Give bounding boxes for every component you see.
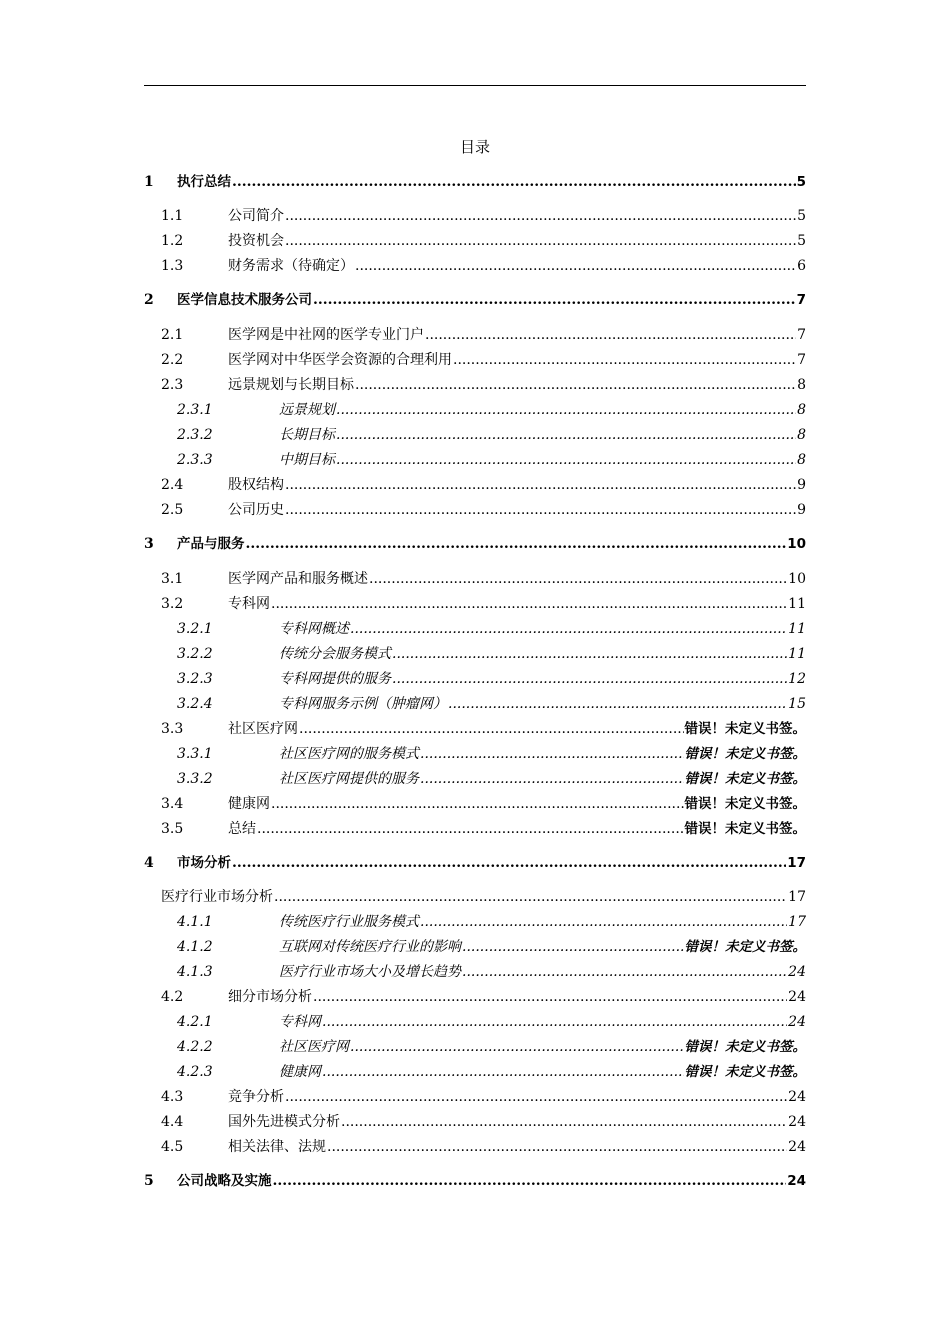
toc-leader-dots [420, 912, 787, 932]
toc-entry[interactable] [144, 1112, 806, 1132]
toc-leader-dots [462, 962, 787, 982]
toc-entry-page: 11 [788, 596, 806, 612]
toc-entry-page: 错误！未定义书签。 [684, 721, 806, 737]
toc-entry-title: 公司简介 [228, 208, 284, 224]
toc-entry-number: 3.3 [161, 721, 184, 737]
toc-entry-title: 社区医疗网提供的服务 [279, 771, 419, 787]
toc-entry[interactable] [144, 819, 806, 839]
toc-entry-number: 1 [144, 174, 154, 190]
toc-leader-dots [271, 594, 787, 614]
toc-leader-dots [369, 569, 787, 589]
toc-entry[interactable] [144, 619, 806, 639]
toc-entry-page: 错误！未定义书签。 [684, 746, 806, 762]
toc-leader-dots [313, 987, 787, 1007]
toc-entry-title: 专科网概述 [279, 621, 349, 637]
toc-entry[interactable] [144, 500, 806, 520]
toc-leader-dots [336, 450, 796, 470]
toc-entry[interactable] [144, 1171, 806, 1191]
toc-entry[interactable] [144, 694, 806, 714]
toc-entry-title: 医学网是中社网的医学专业门户 [228, 327, 424, 343]
toc-entry-page: 错误！未定义书签。 [684, 1064, 806, 1080]
toc-entry-number: 2.2 [161, 352, 184, 368]
toc-entry-title: 传统分会服务模式 [279, 646, 391, 662]
toc-entry-title: 财务需求（待确定） [228, 258, 354, 274]
toc-leader-dots [322, 1062, 684, 1082]
toc-entry-title: 执行总结 [177, 174, 231, 190]
toc-leader-dots [355, 375, 796, 395]
toc-entry-page: 17 [787, 855, 806, 871]
toc-leader-dots [274, 887, 787, 907]
toc-entry-page: 错误！未定义书签。 [684, 939, 806, 955]
toc-leader-dots [285, 1087, 787, 1107]
toc-entry-title: 细分市场分析 [228, 989, 312, 1005]
toc-entry-page: 5 [797, 208, 806, 224]
toc-entry[interactable] [144, 1037, 806, 1057]
toc-entry-page: 24 [788, 964, 806, 980]
toc-leader-dots [425, 325, 796, 345]
toc-entry[interactable] [144, 475, 806, 495]
toc-entry-page: 12 [788, 671, 806, 687]
toc-entry-title: 传统医疗行业服务模式 [279, 914, 419, 930]
toc-leader-dots [299, 719, 684, 739]
toc-entry-page: 错误！未定义书签。 [684, 771, 806, 787]
toc-entry-number: 4.2 [161, 989, 184, 1005]
toc-entry[interactable] [144, 719, 806, 739]
toc-entry-page: 10 [788, 571, 806, 587]
toc-entry[interactable] [144, 325, 806, 345]
toc-entry-number: 2.3.3 [177, 452, 213, 468]
toc-entry-number: 4.1.1 [177, 914, 213, 930]
toc-entry[interactable] [144, 1062, 806, 1082]
toc-entry-number: 3.1 [161, 571, 184, 587]
toc-entry-number: 3.3.2 [177, 771, 213, 787]
toc-entry-number: 1.3 [161, 258, 184, 274]
toc-leader-dots [327, 1137, 787, 1157]
toc-leader-dots [420, 769, 684, 789]
toc-leader-dots [271, 794, 684, 814]
toc-entry-number: 5 [144, 1173, 154, 1189]
toc-entry-number: 2.1 [161, 327, 184, 343]
toc-entry-title: 社区医疗网的服务模式 [279, 746, 419, 762]
toc-entry[interactable] [144, 853, 806, 873]
toc-title: 目录 [459, 138, 490, 156]
toc-entry[interactable] [144, 744, 806, 764]
toc-entry-title: 健康网 [228, 796, 270, 812]
toc-entry-number: 1.1 [161, 208, 184, 224]
toc-entry-number: 1.2 [161, 233, 184, 249]
toc-entry-title: 专科网 [228, 596, 270, 612]
toc-entry-title: 竞争分析 [228, 1089, 284, 1105]
toc-entry-number: 4.1.3 [177, 964, 213, 980]
toc-entry-number: 3.5 [161, 821, 184, 837]
toc-entry-page: 24 [788, 989, 806, 1005]
toc-entry-page: 11 [788, 621, 806, 637]
toc-entry-page: 6 [797, 258, 806, 274]
toc-leader-dots [355, 256, 796, 276]
toc-entry-title: 社区医疗网 [228, 721, 298, 737]
toc-entry-title: 国外先进模式分析 [228, 1114, 340, 1130]
toc-entry-title: 市场分析 [177, 855, 231, 871]
toc-entry-page: 17 [788, 889, 806, 905]
toc-entry-number: 3.2.4 [177, 696, 213, 712]
toc-entry[interactable] [144, 912, 806, 932]
toc-entry-title: 产品与服务 [177, 536, 245, 552]
toc-entry-number: 3 [144, 536, 154, 552]
toc-entry-title: 医疗行业市场大小及增长趋势 [279, 964, 461, 980]
toc-entry-number: 3.2.1 [177, 621, 213, 637]
toc-entry-page: 错误！未定义书签。 [684, 821, 806, 837]
toc-entry-title: 长期目标 [279, 427, 335, 443]
toc-leader-dots [420, 744, 684, 764]
toc-entry-title: 相关法律、法规 [228, 1139, 326, 1155]
toc-entry-number: 4.5 [161, 1139, 184, 1155]
toc-entry-page: 24 [788, 1089, 806, 1105]
toc-entry[interactable] [144, 400, 806, 420]
toc-entry-page: 24 [788, 1139, 806, 1155]
toc-entry-page: 15 [788, 696, 806, 712]
toc-entry-title: 专科网服务示例（肿瘤网） [279, 696, 447, 712]
toc-entry-title: 股权结构 [228, 477, 284, 493]
toc-entry-title: 公司历史 [228, 502, 284, 518]
toc-leader-dots [273, 1171, 787, 1191]
toc-entry-page: 10 [787, 536, 806, 552]
toc-entry-title: 医疗行业市场分析 [161, 889, 273, 905]
toc-entry-page: 错误！未定义书签。 [684, 796, 806, 812]
toc-entry-page: 9 [797, 502, 806, 518]
toc-entry[interactable] [144, 794, 806, 814]
toc-entry-page: 5 [796, 174, 806, 190]
toc-leader-dots [448, 694, 787, 714]
toc-entry-title: 远景规划 [279, 402, 335, 418]
toc-entry-page: 24 [787, 1173, 806, 1189]
toc-entry-title: 公司战略及实施 [177, 1173, 272, 1189]
toc-entry[interactable] [144, 290, 806, 310]
toc-entry[interactable] [144, 450, 806, 470]
toc-leader-dots [313, 290, 796, 310]
toc-entry[interactable] [144, 987, 806, 1007]
toc-entry-page: 8 [797, 427, 806, 443]
toc-entry[interactable] [144, 231, 806, 251]
toc-entry-number: 2.4 [161, 477, 184, 493]
toc-leader-dots [462, 937, 684, 957]
toc-leader-dots [285, 475, 796, 495]
toc-entry[interactable] [144, 534, 806, 554]
header-rule [144, 85, 806, 86]
toc-entry-number: 2.3.1 [177, 402, 213, 418]
toc-entry-number: 3.3.1 [177, 746, 213, 762]
toc-entry-page: 8 [797, 402, 806, 418]
toc-entry-title: 医学网产品和服务概述 [228, 571, 368, 587]
toc-entry[interactable] [144, 669, 806, 689]
toc-entry-number: 2.3.2 [177, 427, 213, 443]
toc-entry-title: 互联网对传统医疗行业的影响 [279, 939, 461, 955]
toc-leader-dots [285, 206, 796, 226]
toc-entry-title: 远景规划与长期目标 [228, 377, 354, 393]
toc-leader-dots [336, 400, 796, 420]
toc-entry-number: 2 [144, 292, 154, 308]
toc-entry[interactable] [144, 594, 806, 614]
toc-entry-title: 中期目标 [279, 452, 335, 468]
toc-leader-dots [336, 425, 796, 445]
toc-leader-dots [350, 1037, 684, 1057]
toc-entry[interactable] [144, 1012, 806, 1032]
toc-entry-title: 专科网 [279, 1014, 321, 1030]
toc-entry[interactable] [144, 887, 806, 907]
toc-entry-page: 24 [788, 1014, 806, 1030]
toc-entry-title: 医学信息技术服务公司 [177, 292, 312, 308]
toc-entry-title: 总结 [228, 821, 256, 837]
toc-entry-page: 7 [797, 352, 806, 368]
toc-leader-dots [285, 500, 796, 520]
toc-entry-page: 8 [797, 377, 806, 393]
toc-entry-number: 4 [144, 855, 154, 871]
toc-entry-page: 错误！未定义书签。 [684, 1039, 806, 1055]
toc-entry[interactable] [144, 769, 806, 789]
toc-leader-dots [246, 534, 787, 554]
toc-entry-number: 3.2.3 [177, 671, 213, 687]
toc-entry-page: 5 [797, 233, 806, 249]
toc-entry-title: 社区医疗网 [279, 1039, 349, 1055]
toc-entry[interactable] [144, 937, 806, 957]
toc-entry-title: 专科网提供的服务 [279, 671, 391, 687]
toc-entry-page: 11 [788, 646, 806, 662]
toc-entry-number: 4.3 [161, 1089, 184, 1105]
toc-entry-number: 4.4 [161, 1114, 184, 1130]
toc-entry-number: 4.1.2 [177, 939, 213, 955]
toc-entry[interactable] [144, 256, 806, 276]
toc-leader-dots [392, 644, 787, 664]
toc-leader-dots [392, 669, 787, 689]
toc-entry-page: 9 [797, 477, 806, 493]
toc-entry[interactable] [144, 425, 806, 445]
toc-entry-number: 3.4 [161, 796, 184, 812]
toc-entry[interactable] [144, 569, 806, 589]
toc-entry[interactable] [144, 962, 806, 982]
toc-leader-dots [350, 619, 787, 639]
toc-entry[interactable] [144, 1087, 806, 1107]
toc-leader-dots [257, 819, 684, 839]
toc-entry[interactable] [144, 350, 806, 370]
toc-entry-number: 4.2.1 [177, 1014, 213, 1030]
toc-leader-dots [232, 172, 796, 192]
toc-entry-title: 健康网 [279, 1064, 321, 1080]
toc-entry-number: 3.2.2 [177, 646, 213, 662]
toc-entry-page: 17 [788, 914, 806, 930]
toc-entry[interactable] [144, 1137, 806, 1157]
toc-entry-title: 投资机会 [228, 233, 284, 249]
toc-entry-number: 4.2.3 [177, 1064, 213, 1080]
toc-entry-page: 24 [788, 1114, 806, 1130]
toc-leader-dots [232, 853, 786, 873]
toc-entry[interactable] [144, 172, 806, 192]
toc-entry-number: 3.2 [161, 596, 184, 612]
toc-entry-page: 7 [797, 327, 806, 343]
toc-leader-dots [285, 231, 796, 251]
toc-entry-number: 2.5 [161, 502, 184, 518]
toc-entry[interactable] [144, 206, 806, 226]
toc-entry[interactable] [144, 644, 806, 664]
toc-entry-number: 2.3 [161, 377, 184, 393]
toc-entry[interactable] [144, 375, 806, 395]
toc-entry-title: 医学网对中华医学会资源的合理利用 [228, 352, 452, 368]
toc-entry-number: 4.2.2 [177, 1039, 213, 1055]
toc-leader-dots [341, 1112, 787, 1132]
toc-leader-dots [322, 1012, 787, 1032]
toc-leader-dots [453, 350, 796, 370]
toc-entry-page: 8 [797, 452, 806, 468]
toc-entry-page: 7 [796, 292, 806, 308]
